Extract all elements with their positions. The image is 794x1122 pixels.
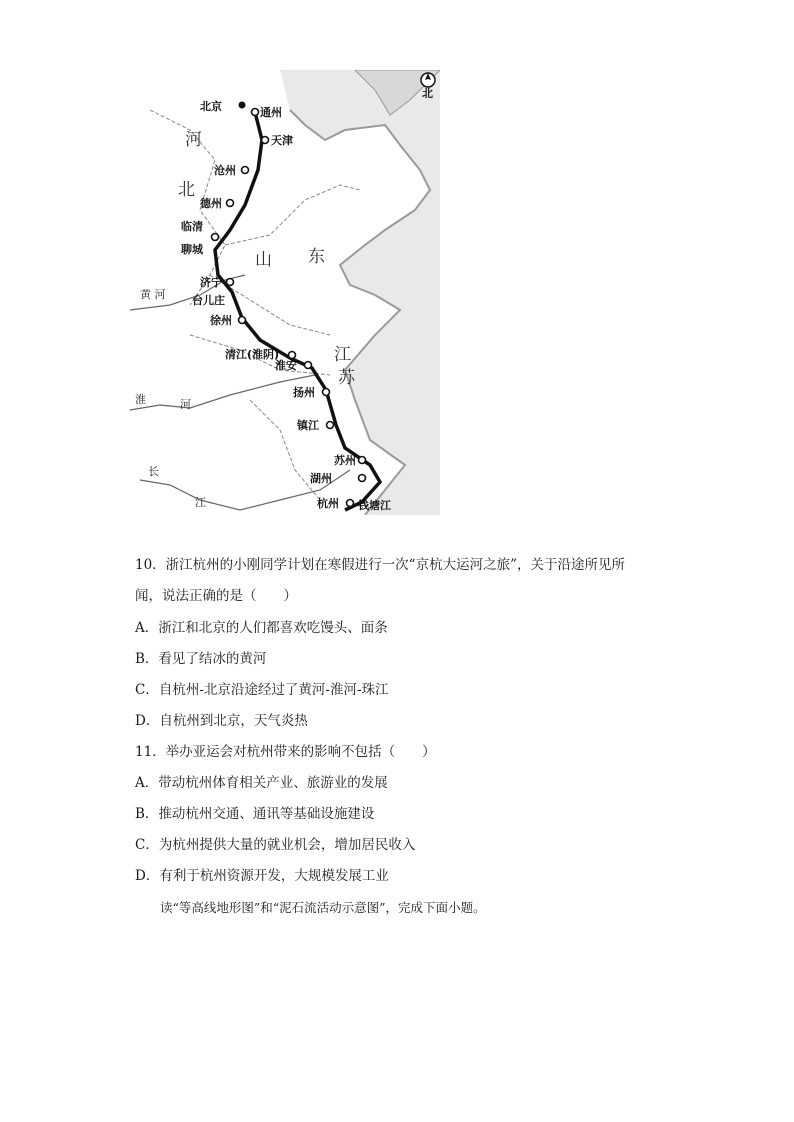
city-label: 镇江	[297, 419, 319, 432]
river-label: 钱塘江	[358, 499, 391, 512]
city-label: 淮安	[275, 359, 297, 372]
province-label: 山	[255, 250, 272, 270]
province-label: 北	[178, 180, 195, 200]
city-label: 德州	[200, 197, 222, 210]
q11-option-b[interactable]: B．推动杭州交通、通讯等基础设施建设	[135, 806, 375, 822]
q10-stem-line1: 10．浙江杭州的小刚同学计划在寒假进行一次“京杭大运河之旅”，关于沿途所见所	[135, 557, 625, 573]
svg-text:北: 北	[422, 87, 433, 100]
city-label: 苏州	[334, 454, 356, 467]
grand-canal-map	[130, 70, 440, 515]
city-label: 台儿庄	[192, 294, 225, 307]
q10-stem-line2: 闻，说法正确的是（ ）	[135, 588, 297, 604]
q10-option-c[interactable]: C．自杭州-北京沿途经过了黄河-淮河-珠江	[135, 682, 389, 698]
city-label: 北京	[200, 100, 222, 113]
province-label: 江	[334, 345, 351, 365]
river-label: 长	[148, 465, 159, 478]
q10-option-b[interactable]: B．看见了结冰的黄河	[135, 651, 267, 667]
city-label: 扬州	[293, 386, 315, 399]
city-label: 通州	[260, 106, 282, 119]
city-label: 天津	[271, 134, 293, 147]
q11-option-a[interactable]: A．带动杭州体育相关产业、旅游业的发展	[135, 775, 388, 791]
city-label: 清江(淮阴)	[225, 348, 280, 361]
river-label: 淮	[135, 393, 146, 406]
river-label: 河	[180, 398, 191, 411]
city-label: 聊城	[181, 243, 203, 256]
city-label: 沧州	[214, 164, 236, 177]
province-label: 东	[308, 247, 325, 267]
river-label: 江	[195, 496, 206, 509]
city-label: 徐州	[210, 314, 232, 327]
city-label: 湖州	[310, 472, 332, 485]
city-label: 临清	[181, 220, 203, 233]
q11-option-c[interactable]: C．为杭州提供大量的就业机会，增加居民收入	[135, 837, 416, 853]
river-label: 黄 河	[140, 288, 166, 301]
map-svg	[130, 70, 440, 515]
province-label: 苏	[338, 368, 355, 388]
instruction-text: 读“等高线地形图”和“泥石流活动示意图”，完成下面小题。	[160, 900, 486, 915]
city-label: 济宁	[200, 276, 222, 289]
q10-option-a[interactable]: A．浙江和北京的人们都喜欢吃馒头、面条	[135, 620, 388, 636]
north-arrow-icon	[421, 73, 435, 100]
city-label: 杭州	[317, 497, 339, 510]
province-label: 河	[185, 130, 202, 150]
q11-stem: 11．举办亚运会对杭州带来的影响不包括（ ）	[135, 744, 436, 760]
q11-option-d[interactable]: D．有利于杭州资源开发，大规模发展工业	[135, 868, 389, 884]
q10-option-d[interactable]: D．自杭州到北京，天气炎热	[135, 713, 308, 729]
